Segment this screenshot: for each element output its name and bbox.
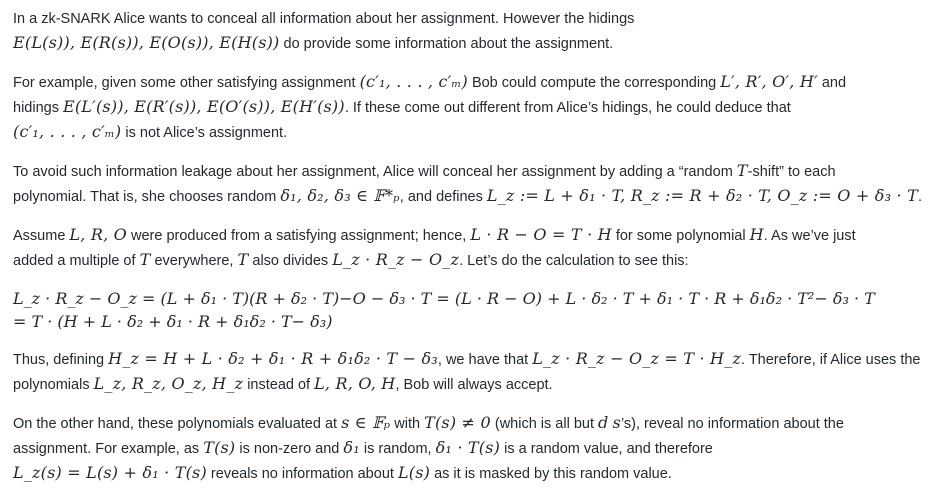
paragraph-6: [13, 411, 933, 486]
text-span: as it is masked by this random value.: [430, 466, 672, 482]
text-span: To avoid such information leakage about her assignment, Alice will conceal her assignment by adding a “random: [13, 164, 737, 180]
text-span: also divides: [248, 253, 333, 269]
math-span: δ₁ · T(s): [435, 438, 501, 457]
text-span: Bob could compute the corresponding: [467, 75, 721, 91]
text-line: [13, 184, 933, 209]
math-span: L, R, O, H: [314, 374, 396, 393]
text-span: with: [390, 416, 425, 432]
text-span: ’s), reveal no information about the: [620, 416, 844, 432]
paragraph-4: [13, 223, 933, 273]
text-span: and: [817, 75, 847, 91]
math-span: L, R, O: [69, 225, 127, 244]
text-span: . If these come out different from Alice’s hidings, he could deduce that: [344, 100, 791, 116]
text-line: [13, 159, 933, 184]
text-span: polynomial. That is, she chooses random: [13, 189, 281, 205]
text-span: . As we’ve just: [763, 228, 856, 244]
paragraph-1: [13, 8, 933, 56]
math-span: s: [612, 413, 621, 432]
text-span: is a random value, and therefore: [500, 441, 713, 457]
math-span: L · R − O = T · H: [470, 225, 612, 244]
math-span: L_z · R_z − O_z = T · H_z: [532, 349, 742, 368]
text-line: [13, 347, 933, 372]
math-span: δ₁, δ₂, δ₃ ∈ 𝔽*ₚ: [280, 186, 400, 205]
text-span: is not Alice’s assignment.: [121, 125, 288, 141]
text-span: -shift” to each: [747, 164, 836, 180]
text-span: For example, given some other satisfying assignment: [13, 75, 360, 91]
math-span: T: [139, 250, 151, 269]
text-line: [13, 95, 933, 120]
paragraph-3: [13, 159, 933, 209]
text-span: Assume: [13, 228, 70, 244]
paragraph-5: [13, 347, 933, 397]
math-span: L_z := L + δ₁ · T, R_z := R + δ₂ · T, O_z := O + δ₃ · T: [486, 186, 918, 205]
math-span: (c′₁, . . . , c′ₘ): [13, 122, 122, 141]
text-line: [13, 8, 933, 31]
math-span: δ₁: [343, 438, 360, 457]
text-line: [13, 223, 933, 248]
text-line: [13, 70, 933, 95]
text-line: [13, 120, 933, 145]
math-span: (c′₁, . . . , c′ₘ): [359, 72, 468, 91]
text-span: everywhere,: [150, 253, 238, 269]
math-span: L(s): [397, 463, 431, 482]
math-span: L′, R′, O′, H′: [720, 72, 818, 91]
text-span: .: [917, 189, 922, 205]
text-span: added a multiple of: [13, 253, 140, 269]
math-span: L_z, R_z, O_z, H_z: [93, 374, 244, 393]
text-span: hidings: [13, 100, 63, 116]
math-span: T(s): [203, 438, 236, 457]
math-span: H_z = H + L · δ₂ + δ₁ · R + δ₁δ₂ · T − δ₃: [108, 349, 438, 368]
text-line: [13, 31, 933, 56]
text-span: . Let’s do the calculation to see this:: [459, 253, 689, 269]
math-span: L_z · R_z − O_z: [332, 250, 460, 269]
text-line: [13, 372, 933, 397]
text-span: , and defines: [399, 189, 487, 205]
text-line: [13, 461, 933, 486]
text-span: is non-zero and: [235, 441, 344, 457]
text-span: , we have that: [437, 352, 533, 368]
equation-line: = T · (H + L · δ₂ + δ₁ · R + δ₁δ₂ · T− δ₃): [13, 312, 333, 331]
text-span: reveals no information about: [206, 466, 398, 482]
equation-line: L_z · R_z − O_z = (L + δ₁ · T)(R + δ₂ · T)−O − δ₃ · T = (L · R − O) + L · δ₂ · T + δ₁ · T · R + δ₁δ₂ · T²− δ₃ · T: [13, 289, 875, 308]
text-span: (which is all but: [490, 416, 599, 432]
text-span: for some polynomial: [611, 228, 750, 244]
paragraph-2: [13, 70, 933, 145]
text-span: assignment. For example, as: [13, 441, 204, 457]
text-span: On the other hand, these polynomials evaluated at: [13, 416, 342, 432]
text-line: [13, 436, 933, 461]
text-span: instead of: [243, 377, 315, 393]
math-span: T(s) ≠ 0: [424, 413, 491, 432]
math-span: H: [749, 225, 764, 244]
equation-block: [13, 287, 933, 333]
text-span: Thus, defining: [13, 352, 109, 368]
text-span: . Therefore, if Alice uses the: [741, 352, 921, 368]
text-span: do provide some information about the assignment.: [279, 36, 614, 52]
text-line: [13, 248, 933, 273]
math-span: d: [598, 413, 609, 432]
text-span: In a zk-SNARK Alice wants to conceal all information about her assignment. However the hidings: [13, 11, 635, 27]
math-span: T: [237, 250, 249, 269]
text-line: [13, 411, 933, 436]
text-span: is random,: [359, 441, 436, 457]
math-span: E(L′(s)), E(R′(s)), E(O′(s)), E(H′(s)): [62, 97, 345, 116]
math-span: E(L(s)), E(R(s)), E(O(s)), E(H(s)): [13, 33, 280, 52]
text-span: were produced from a satisfying assignment; hence,: [126, 228, 471, 244]
math-span: s ∈ 𝔽ₚ: [341, 413, 391, 432]
math-span: T: [736, 161, 748, 180]
text-span: , Bob will always accept.: [395, 377, 553, 393]
text-span: polynomials: [13, 377, 94, 393]
math-span: L_z(s) = L(s) + δ₁ · T(s): [13, 463, 207, 482]
